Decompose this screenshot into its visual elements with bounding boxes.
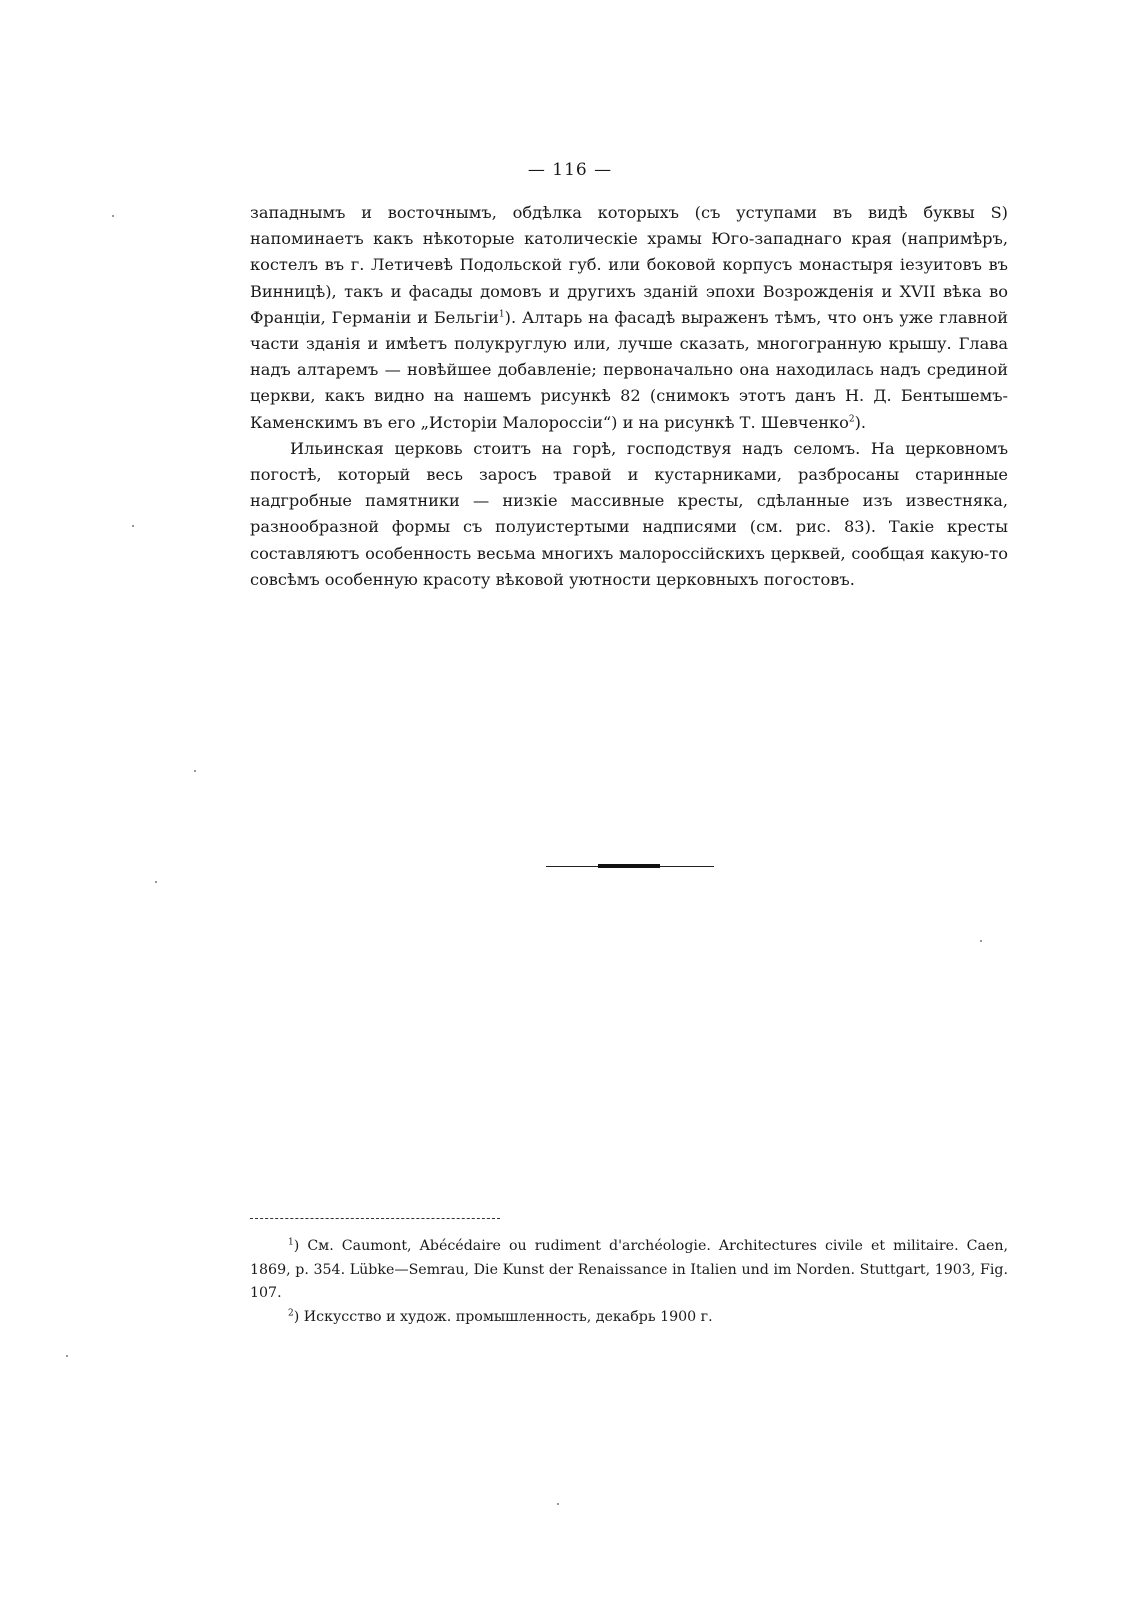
scan-speck [557, 1503, 559, 1505]
paragraph-1-text-cont: ). Алтарь на фасадѣ выраженъ тѣмъ, что онъ уже главной части зданія и имѣетъ полукруглую или, лучше сказать, многогранную крышу. Глава надъ алтаремъ — новѣйшее добавленіе; первоначально она находилась надъ срединой церкви, какъ видно на нашемъ рисункѣ 82 (снимокъ этотъ данъ Н. Д. Бентышемъ-Каменскимъ въ его „Исторіи Малороссіи“) и на рисункѣ Т. Шевченко [250, 307, 1008, 432]
scan-speck [155, 881, 157, 883]
paragraph-1-text-end: ). [854, 412, 867, 432]
main-text [250, 200, 1008, 593]
footnote-ref-2[interactable]: 2 [848, 414, 855, 425]
paragraph-2: Ильинская церковь стоитъ на горѣ, господствуя надъ селомъ. На церковномъ погостѣ, который весь заросъ травой и кустарниками, разбросаны старинные надгробные памятники — низкіе массивные кресты, сдѣланные изъ известняка, разнообразной формы съ полуистертыми надписями (см. рис. 83). Такіе кресты составляютъ особенность весьма многихъ малороссійскихъ церквей, сообщая какую-то совсѣмъ особенную красоту вѣковой уютности церковныхъ погостовъ. [250, 438, 1008, 589]
scan-speck [132, 525, 134, 527]
footnote-separator [250, 1218, 500, 1219]
footnote-ref-1[interactable]: 1 [498, 309, 505, 320]
footnote-1-marker: 1 [288, 1237, 294, 1248]
scan-speck [112, 215, 114, 217]
section-divider-thick [598, 864, 660, 868]
scan-speck [194, 770, 196, 772]
scan-speck [66, 1355, 68, 1357]
footnote-2-marker: 2 [288, 1307, 294, 1318]
paragraph-1-text: западнымъ и восточнымъ, обдѣлка которыхъ (съ уступами въ видѣ буквы S) напоминаетъ какъ нѣкоторые католическіе храмы Юго-западнаго края (напримѣръ, костелъ въ г. Летичевѣ Подольской губ. или боковой корпусъ монастыря іезуитовъ въ Винницѣ), такъ и фасады домовъ и другихъ зданій эпохи Возрожденія и XVII вѣка во Франціи, Германіи и Бельгіи [250, 203, 1008, 327]
footnote-1-text: ) См. Caumont, Abécédaire ou rudiment d'archéologie. Architectures civile et militaire. Caen, 1869, p. 354. Lübke—Semrau, Die Kunst der Renaissance in Italien und im Norden. Stuttgart, 1903, Fig. 107. [250, 1238, 1008, 1301]
footnotes [250, 1235, 1008, 1329]
scan-speck [980, 940, 982, 942]
footnote-2-text: ) Искусство и худож. промышленность, декабрь 1900 г. [293, 1308, 713, 1325]
footnote-1 [250, 1235, 1008, 1306]
paragraph-1 [250, 200, 1008, 436]
page-number: — 116 — [527, 160, 613, 180]
footnote-2 [250, 1306, 1008, 1330]
